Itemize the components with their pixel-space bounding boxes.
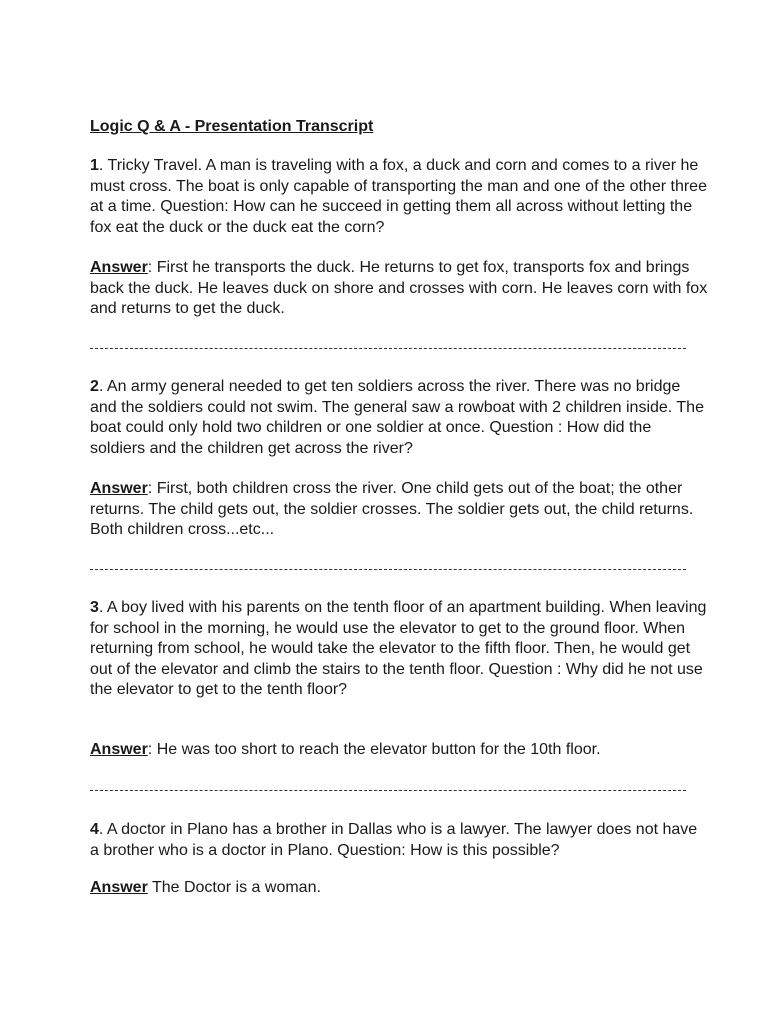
question-number: 2 <box>90 378 99 395</box>
question-number: 1 <box>90 157 99 174</box>
question-text: . Tricky Travel. A man is traveling with a fox, a duck and corn and comes to a river he must cross. The boat is only capable of transporting the man and one of the other three at a time. Question: How can he succeed in getting them all across without letting the fox eat the duck or the duck eat the corn? <box>90 157 707 236</box>
answer-label: Answer <box>90 259 148 276</box>
answer-text: : He was too short to reach the elevator button for the 10th floor. <box>147 741 601 758</box>
divider <box>90 790 686 791</box>
answer-4 <box>90 878 710 899</box>
answer-1 <box>90 258 710 320</box>
divider <box>90 348 686 349</box>
question-text: . A doctor in Plano has a brother in Dallas who is a lawyer. The lawyer does not have a brother who is a doctor in Plano. Question: How is this possible? <box>90 821 698 859</box>
question-number: 3 <box>90 599 99 616</box>
question-1 <box>90 156 710 238</box>
question-text: . An army general needed to get ten soldiers across the river. There was no bridge and the soldiers could not swim. The general saw a rowboat with 2 children inside. The boat could only hold two children or one soldier at once. Question : How did the soldiers and the children get across the river? <box>90 378 704 457</box>
answer-text: : First, both children cross the river. One child gets out of the boat; the other returns. The child gets out, the soldier crosses. The soldier gets out, the child returns. Both children cross...etc... <box>90 480 694 538</box>
answer-2 <box>90 479 710 541</box>
answer-label: Answer <box>90 879 148 896</box>
question-2 <box>90 377 710 459</box>
question-text: . A boy lived with his parents on the tenth floor of an apartment building. When leaving for school in the morning, he would use the elevator to get to the ground floor. When returning from school, he would take the elevator to the fifth floor. Then, he would get out of the elevator and climb the stairs to the tenth floor. Question : Why did he not use the elevator to get to the tenth floor? <box>90 599 707 698</box>
question-number: 4 <box>90 821 99 838</box>
answer-label: Answer <box>90 480 148 497</box>
divider <box>90 569 686 570</box>
document-title: Logic Q & A - Presentation Transcript <box>90 118 374 135</box>
answer-text: : First he transports the duck. He returns to get fox, transports fox and brings back the duck. He leaves duck on shore and crosses with corn. He leaves corn with fox and returns to get the duck. <box>90 259 708 317</box>
answer-text: The Doctor is a woman. <box>147 879 321 896</box>
question-4 <box>90 820 710 861</box>
answer-label: Answer <box>90 741 148 758</box>
question-3 <box>90 598 710 701</box>
answer-3 <box>90 740 710 761</box>
